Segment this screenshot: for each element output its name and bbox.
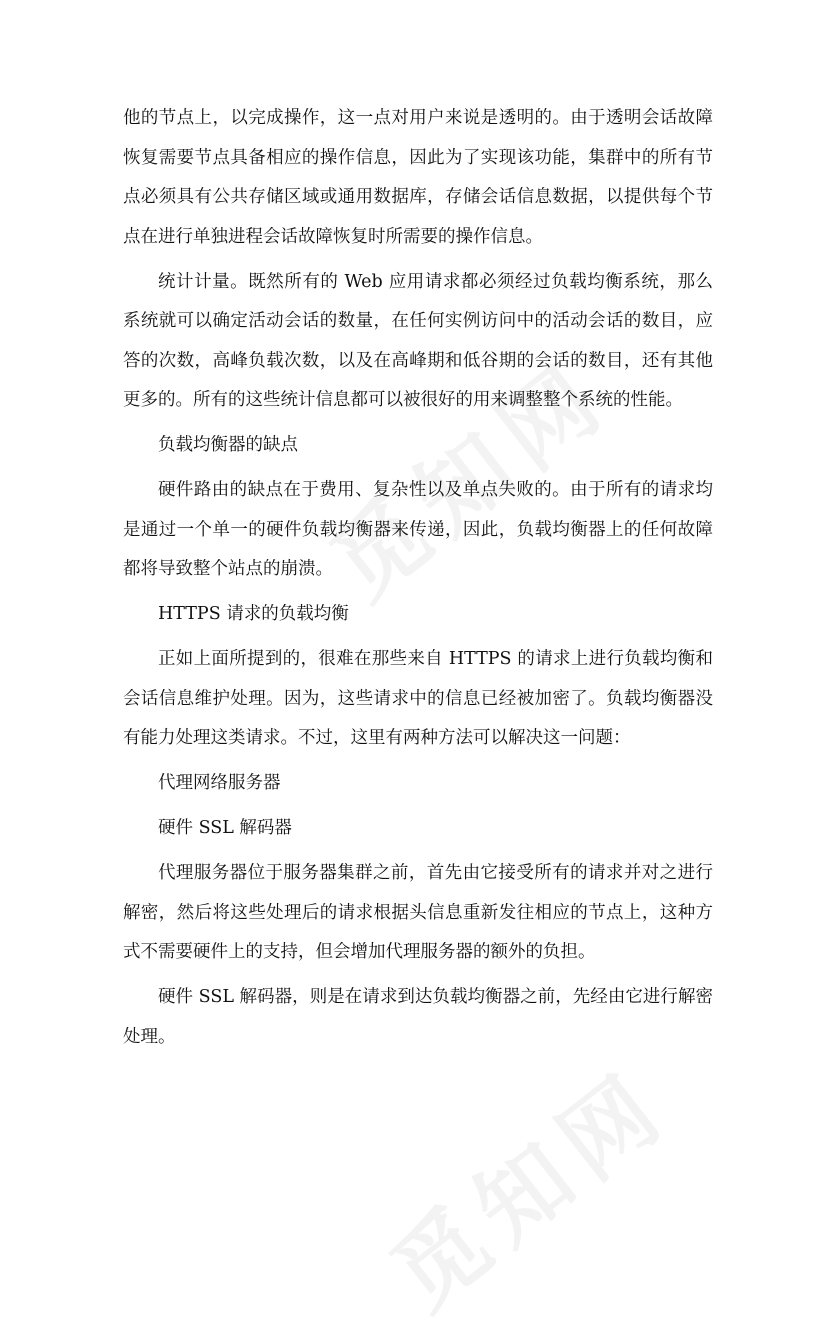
- watermark: [360, 1034, 692, 1334]
- paragraph-continuation: 他的节点上，以完成操作，这一点对用户来说是透明的。由于透明会话故障恢复需要节点具备相应的操作信息，因此为了实现该功能，集群中的所有节点必须具有公共存储区域或通用数据库，存储会话信息数据，以提供每个节点在进行单独进程会话故障恢复时所需要的操作信息。: [123, 108, 713, 247]
- heading-load-balancer-drawbacks: 负载均衡器的缺点: [158, 435, 298, 455]
- list-item-proxy-server: 代理网络服务器: [158, 773, 281, 793]
- heading-https-load-balancing: HTTPS 请求的负载均衡: [158, 604, 349, 624]
- paragraph-hardware-drawbacks: 硬件路由的缺点在于费用、复杂性以及单点失败的。由于所有的请求均是通过一个单一的硬件负载均衡器来传递，因此，负载均衡器上的任何故障都将导致整个站点的崩溃。: [123, 480, 713, 579]
- paragraph-proxy-explanation: 代理服务器位于服务器集群之前，首先由它接受所有的请求并对之进行解密，然后将这些处理后的请求根据头信息重新发往相应的节点上，这种方式不需要硬件上的支持，但会增加代理服务器的额外的负担。: [123, 863, 713, 962]
- paragraph-statistics: 统计计量。既然所有的 Web 应用请求都必须经过负载均衡系统，那么系统就可以确定活动会话的数量，在任何实例访问中的活动会话的数目，应答的次数，高峰负载次数，以及在高峰期和低谷期的会话的数目，还有其他更多的。所有的这些统计信息都可以被很好的用来调整整个系统的性能。: [123, 271, 713, 410]
- list-item-ssl-decoder: 硬件 SSL 解码器: [158, 818, 292, 838]
- document-body: [123, 99, 713, 1057]
- paragraph-https-problem: 正如上面所提到的，很难在那些来自 HTTPS 的请求上进行负载均衡和会话信息维护处理。因为，这些请求中的信息已经被加密了。负载均衡器没有能力处理这类请求。不过，这里有两种方法可以解决这一问题：: [123, 649, 713, 748]
- paragraph-ssl-explanation: 硬件 SSL 解码器，则是在请求到达负载均衡器之前，先经由它进行解密处理。: [123, 987, 713, 1047]
